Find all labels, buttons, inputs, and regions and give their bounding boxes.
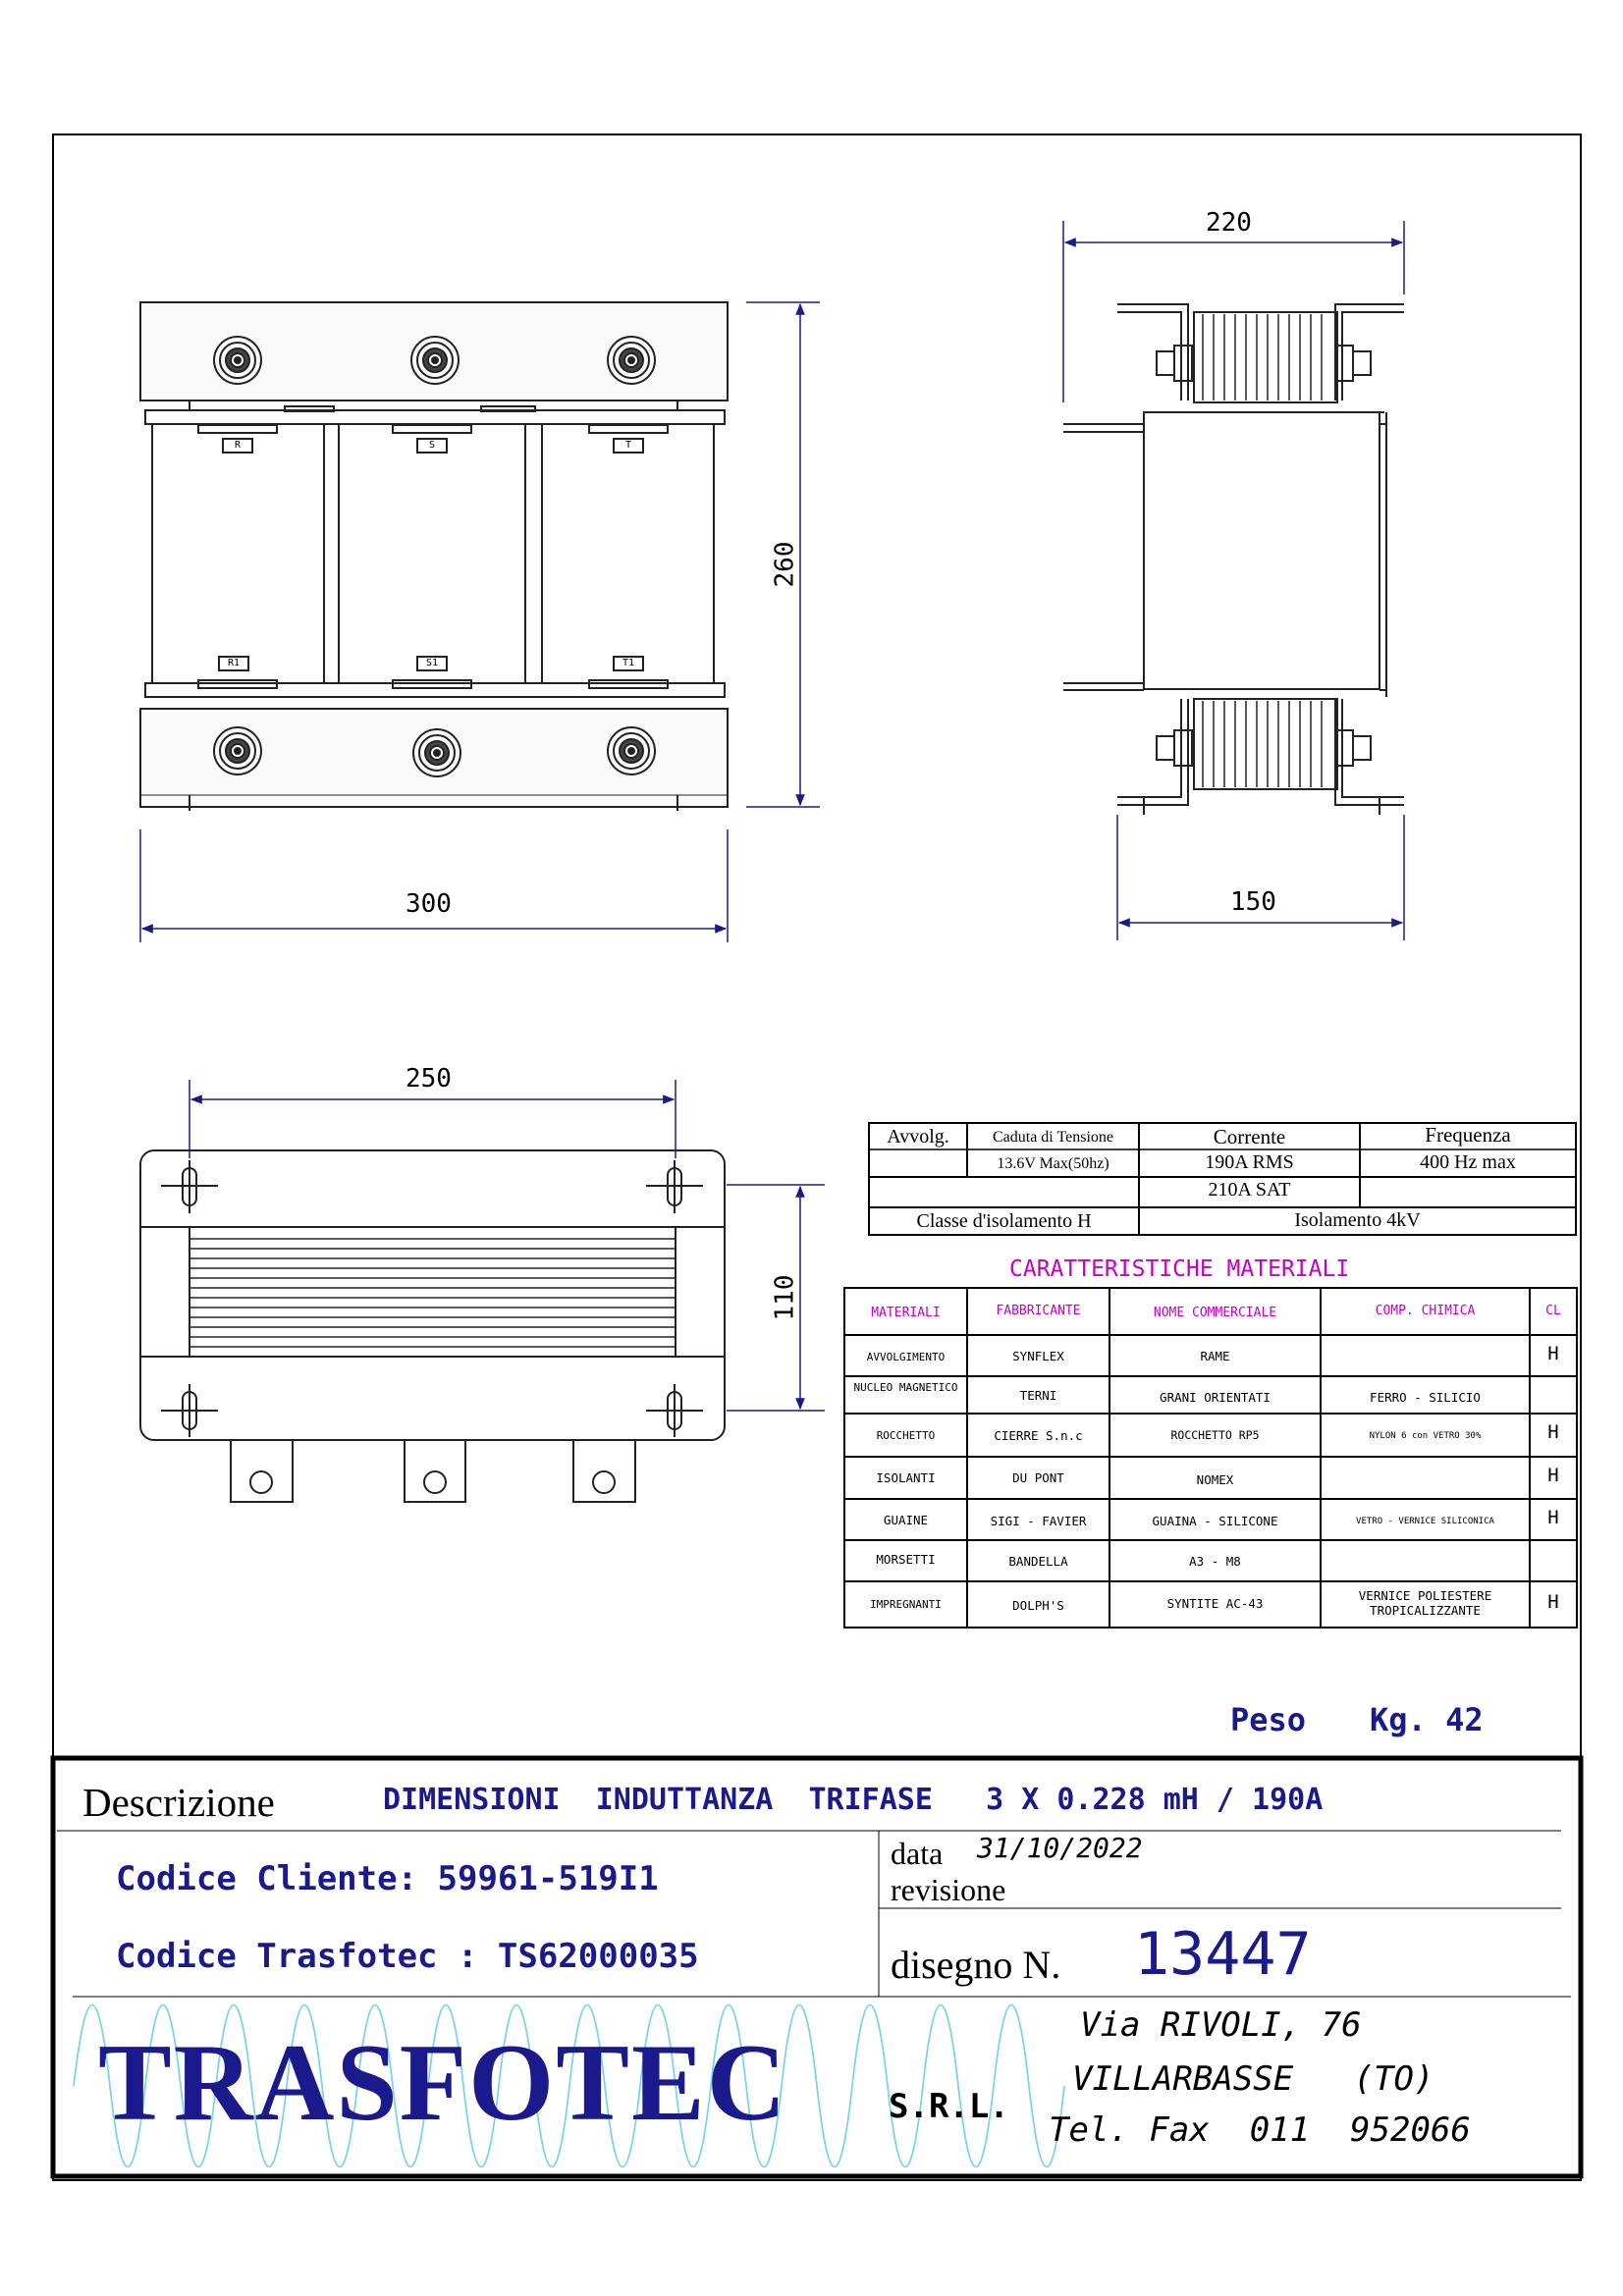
mat-row-material: ROCCHETTO [876,1429,936,1442]
drawing-number-label: disegno N. [891,1943,1061,1987]
mat-row-chemistry: VETRO - VERNICE SILICONICA [1356,1517,1494,1526]
client-code: Codice Cliente: 59961-519I1 [116,1859,659,1898]
mat-row-material: AVVOLGIMENTO [866,1351,946,1363]
plan-view [140,1150,725,1502]
mat-row-material: MORSETTI [876,1552,936,1567]
weight-value: Kg. 42 [1370,1701,1484,1738]
mat-row-manufacturer: TERNI [1019,1388,1057,1403]
mat-row-class: H [1547,1421,1559,1443]
elec-insulation-class: Classe d'isolamento H [916,1210,1092,1232]
mat-row-chemistry: VERNICE POLIESTERE TROPICALIZZANTE [1358,1588,1492,1618]
mat-row-trade-name: RAME [1200,1349,1230,1363]
elec-header-voltage-drop: Caduta di Tensione [992,1129,1113,1146]
mat-row-trade-name: NOMEX [1196,1472,1234,1487]
mat-header-trade-name: NOME COMMERCIALE [1153,1306,1277,1320]
dim-side-width-bottom: 150 [1230,887,1276,917]
description-label: Descrizione [82,1780,275,1825]
description-text: DIMENSIONI INDUTTANZA TRIFASE 3 X 0.228 mH / 190A [383,1783,1324,1817]
mat-row-chemistry: FERRO - SILICIO [1370,1390,1481,1405]
drawing-number: 13447 [1134,1920,1312,1989]
elec-insulation: Isolamento 4kV [1294,1209,1421,1231]
side-dimension-lines [1063,221,1404,940]
mat-row-material: GUAINE [883,1513,929,1527]
terminal-label-s: S [428,440,436,451]
mat-row-material: NUCLEO MAGNETICO [853,1381,958,1394]
mat-row-manufacturer: DU PONT [1012,1470,1064,1485]
terminal-label-r1: R1 [227,658,241,668]
mat-row-trade-name: GRANI ORIENTATI [1160,1390,1271,1405]
mat-header-manufacturer: FABBRICANTE [996,1304,1081,1318]
mat-header-material: MATERIALI [871,1306,941,1320]
mat-row-class: H [1547,1465,1559,1486]
dim-plan-width: 250 [406,1064,452,1094]
elec-current-rms: 190A RMS [1205,1151,1294,1173]
mat-row-trade-name: A3 - M8 [1189,1554,1241,1569]
terminal-label-s1: S1 [425,658,439,668]
terminal-label-r: R [234,440,242,451]
address-line-1: Via RIVOLI, 76 [1080,2005,1362,2045]
terminal-label-t1: T1 [622,658,635,668]
mat-row-manufacturer: SYNFLEX [1012,1349,1064,1363]
company-logo-text: TRASFOTEC [98,2022,788,2144]
mat-row-manufacturer: BANDELLA [1008,1554,1068,1569]
mat-row-trade-name: GUAINA - SILICONE [1152,1514,1278,1528]
dim-front-height: 260 [770,541,800,588]
mat-row-manufacturer: SIGI - FAVIER [990,1514,1087,1528]
mat-row-material: ISOLANTI [876,1470,936,1485]
mat-row-manufacturer: CIERRE S.n.c [994,1428,1083,1443]
address-line-3: Tel. Fax 011 952066 [1049,2110,1471,2150]
revision-label: revisione [891,1872,1006,1907]
dim-side-width-top: 220 [1206,208,1252,238]
elec-frequency-value: 400 Hz max [1420,1151,1516,1173]
terminal-label-t: T [624,440,632,451]
plan-dimension-lines [189,1080,825,1411]
mat-row-class: H [1547,1507,1559,1528]
mat-row-trade-name: ROCCHETTO RP5 [1170,1428,1260,1442]
date-label: data [891,1836,944,1871]
mat-header-chemistry: COMP. CHIMICA [1375,1304,1476,1318]
address-line-2: VILLARBASSE (TO) [1072,2059,1434,2099]
date-value: 31/10/2022 [977,1832,1143,1864]
mat-row-trade-name: SYNTITE AC-43 [1166,1596,1264,1611]
materials-title: CARATTERISTICHE MATERIALI [1009,1256,1350,1282]
mat-row-material: IMPREGNANTI [870,1598,942,1611]
side-view [1063,304,1404,815]
elec-header-winding: Avvolg. [887,1126,949,1148]
company-suffix: S.R.L. [889,2087,1009,2126]
elec-voltage-drop-value: 13.6V Max(50hz) [997,1155,1109,1172]
dim-plan-depth: 110 [770,1274,800,1321]
mat-row-chemistry: NYLON 6 con VETRO 30% [1369,1431,1482,1441]
elec-header-frequency: Frequenza [1425,1123,1511,1147]
trasfotec-code: Codice Trasfotec : TS62000035 [116,1937,699,1976]
mat-header-class: CL [1545,1304,1561,1318]
weight-label: Peso [1230,1701,1307,1738]
mat-row-class: H [1547,1591,1559,1613]
mat-row-class: H [1547,1343,1559,1364]
elec-header-current: Corrente [1213,1125,1286,1148]
materials-table-grid [844,1288,1577,1628]
elec-current-sat: 210A SAT [1208,1179,1291,1201]
mat-row-manufacturer: DOLPH'S [1012,1598,1064,1613]
dim-front-width: 300 [406,889,452,919]
